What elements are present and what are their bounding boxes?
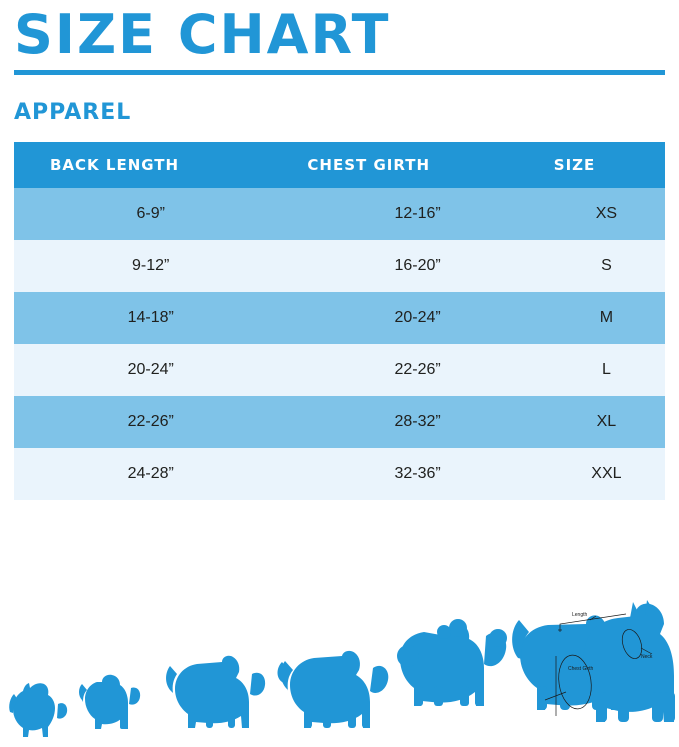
dog-silhouette-m — [166, 656, 265, 728]
cell-chest-girth: 28-32” — [287, 396, 547, 448]
table-row — [14, 292, 665, 344]
cell-chest-girth: 20-24” — [287, 292, 547, 344]
cell-back-length: 22-26” — [14, 396, 287, 448]
cell-chest-girth: 32-36” — [287, 448, 547, 500]
label-chest-girth: Chest Girth — [568, 666, 594, 672]
title-divider — [14, 70, 665, 75]
cell-back-length: 20-24” — [14, 344, 287, 396]
dog-size-illustration — [0, 596, 679, 747]
cell-size: XS — [548, 188, 665, 240]
cell-chest-girth: 16-20” — [287, 240, 547, 292]
cell-size: M — [548, 292, 665, 344]
table-row — [14, 448, 665, 500]
cell-chest-girth: 12-16” — [287, 188, 547, 240]
dog-silhouette-s — [79, 675, 140, 729]
column-header-size: SIZE — [548, 142, 665, 188]
table-row — [14, 396, 665, 448]
cell-back-length: 24-28” — [14, 448, 287, 500]
cell-size: L — [548, 344, 665, 396]
cell-back-length: 6-9” — [14, 188, 287, 240]
label-neck: Neck — [641, 654, 653, 660]
section-label-apparel: APPAREL — [14, 100, 132, 125]
column-header-chest-girth: CHEST GIRTH — [287, 142, 547, 188]
size-table — [14, 142, 665, 500]
table-row — [14, 344, 665, 396]
dog-silhouette-l — [278, 651, 389, 728]
table-header-row — [14, 142, 665, 188]
cell-chest-girth: 22-26” — [287, 344, 547, 396]
page-title: SIZE CHART — [14, 3, 391, 66]
dog-silhouette-xl — [397, 619, 507, 706]
cell-size: XL — [548, 396, 665, 448]
table-body — [14, 188, 665, 500]
label-length: Length — [572, 612, 588, 618]
table-row — [14, 240, 665, 292]
cell-back-length: 9-12” — [14, 240, 287, 292]
cell-size: S — [548, 240, 665, 292]
table-header — [14, 142, 665, 188]
cell-back-length: 14-18” — [14, 292, 287, 344]
cell-size: XXL — [548, 448, 665, 500]
table-row — [14, 188, 665, 240]
dog-silhouette-xs — [9, 683, 67, 737]
column-header-back-length: BACK LENGTH — [14, 142, 287, 188]
